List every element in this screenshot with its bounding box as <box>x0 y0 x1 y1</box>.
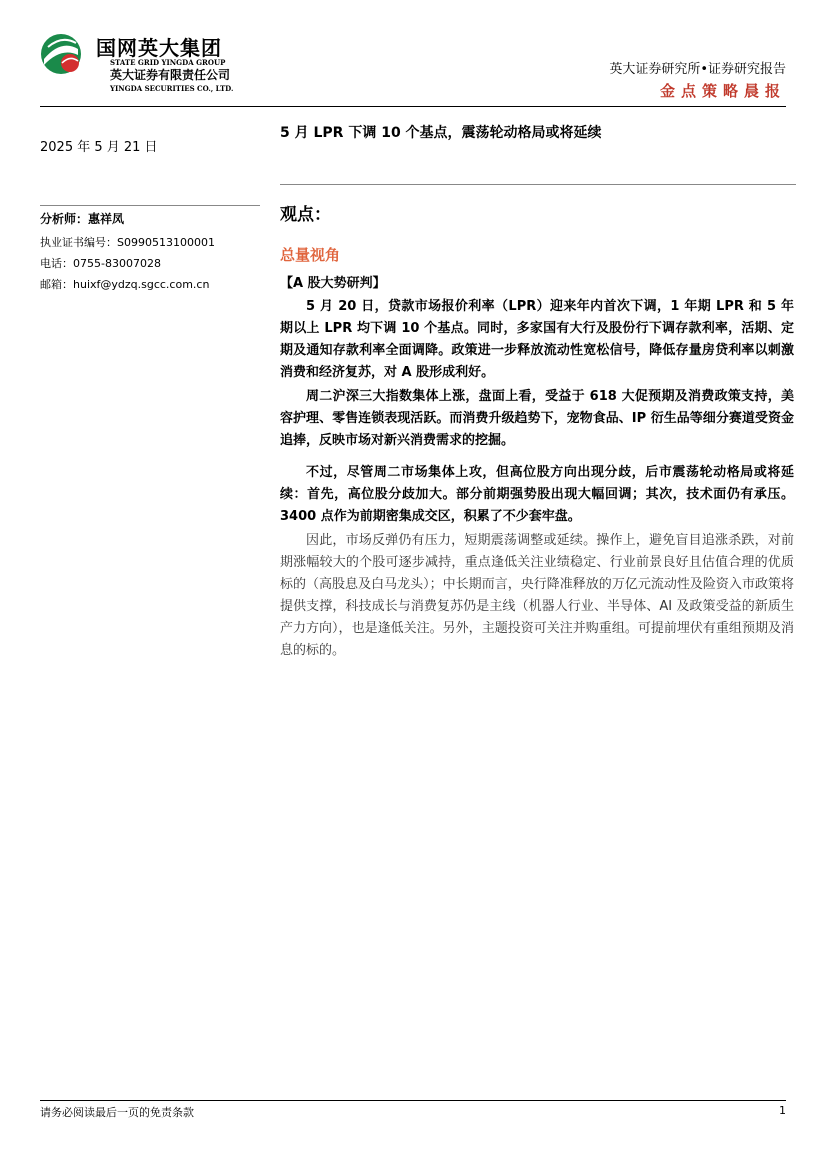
analyst-cert: 执业证书编号：S0990513100001 <box>40 236 215 249</box>
paragraph-4: 因此，市场反弹仍有压力，短期震荡调整或延续。操作上，避免盲目追涨杀跌，对前期涨幅较大的个股可逐步减持，重点逢低关注业绩稳定、行业前景良好且估值合理的优质标的（高股息及白马龙头）；中长期而言，央行降准释放的万亿元流动性及险资入市政策将提供支撑，科技成长与消费复苏仍是主线（机器人行业、半导体、AI 及政策受益的新质生产力方向），也是逢低关注。另外，主题投资可关注并购重组。可提前埋伏有重组预期及消息的标的。 <box>280 533 794 658</box>
paragraph-2: 周二沪深三大指数集体上涨，盘面上看，受益于 618 大促预期及消费政策支持，美容护理、零售连锁表现活跃。而消费升级趋势下，宠物食品、IP 衍生品等细分赛道受资金追捧，反映市场对新兴消费需求的挖掘。 <box>280 389 794 448</box>
header-divider <box>40 106 786 107</box>
footer-disclaimer: 请务必阅读最后一页的免责条款 <box>40 1106 194 1119</box>
logo-name-cn: 国网英大集团 <box>96 36 222 60</box>
report-title: 5 月 LPR 下调 10 个基点，震荡轮动格局或将延续 <box>280 125 602 141</box>
paragraph-3: 不过，尽管周二市场集体上攻，但高位股方向出现分歧，后市震荡轮动格局或将延续：首先，高位股分歧加大。部分前期强势股出现大幅回调；其次，技术面仍有承压。3400 点作为前期密集成交区，积累了不少套牢盘。 <box>280 465 794 524</box>
header-report-name: 金点策略晨报 <box>659 82 786 100</box>
views-heading: 观点： <box>280 205 331 225</box>
title-divider <box>280 184 796 185</box>
header-organization: 英大证券研究所•证券研究报告 <box>609 62 786 77</box>
footer-divider <box>40 1100 786 1101</box>
logo-name-en: STATE GRID YINGDA GROUP <box>110 58 226 67</box>
section-heading: 总量视角 <box>280 246 341 264</box>
company-logo-icon <box>40 33 82 75</box>
analyst-phone: 电话：0755-83007028 <box>40 257 161 270</box>
subsection-heading: 【A 股大势研判】 <box>280 276 386 291</box>
analyst-email: 邮箱：huixf@ydzq.sgcc.com.cn <box>40 278 210 291</box>
left-divider <box>40 205 260 206</box>
logo-company-cn: 英大证券有限责任公司 <box>110 68 231 82</box>
report-date: 2025 年 5 月 21 日 <box>40 140 158 155</box>
page-number: 1 <box>779 1104 786 1117</box>
logo-company-en: YINGDA SECURITIES CO., LTD. <box>110 84 234 93</box>
paragraph-1: 5 月 20 日，贷款市场报价利率（LPR）迎来年内首次下调，1 年期 LPR 和 5 年期以上 LPR 均下调 10 个基点。同时，多家国有大行及股份行下调存款利率，活期、定期及通知存款利率全面调降。政策进一步释放流动性宽松信号，降低存量房贷利率以刺激消费和经济复苏，对 A 股形成利好。 <box>280 299 794 380</box>
analyst-name: 分析师：惠祥凤 <box>40 212 125 226</box>
